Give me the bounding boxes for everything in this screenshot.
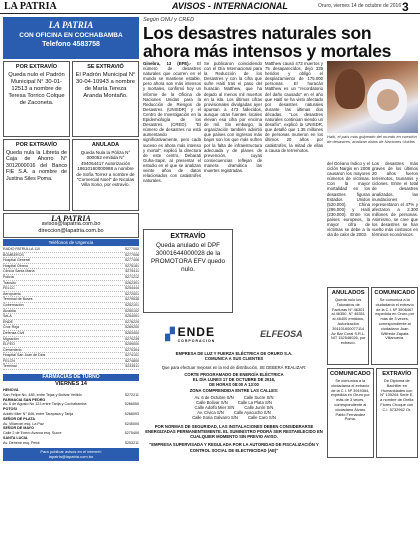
telephone-label: RADIO PATRULLA 110 xyxy=(3,247,40,251)
ende-notice xyxy=(143,317,325,543)
newspaper-name: LA PATRIA xyxy=(4,1,57,12)
pharmacy-address: Av. Villarroel esq. La Paz xyxy=(3,421,44,426)
telephone-number: 5277006 xyxy=(125,252,139,257)
page-header xyxy=(0,0,420,14)
pharmacy-address: Av. Dehene esq. Petot xyxy=(3,440,40,445)
notice-row xyxy=(327,368,418,458)
notice-body: Queda nulo los Talonarios de Facturas N° 46301 al 46350, N° 46351 al 46400 emitidos, Autorización 391101600077114 Av Bar Coral S.R.L. NIT 152548026, por extravío. xyxy=(330,297,366,346)
classified-grid xyxy=(3,61,139,211)
article-photo xyxy=(327,61,418,133)
article-column xyxy=(143,61,201,231)
pharmacy-phone: 5275400 xyxy=(124,431,139,436)
ende-street: Calle Sucre S/N xyxy=(243,395,274,401)
contact-email[interactable]: avisos@lapatria.com.bo xyxy=(41,221,101,227)
online-ads-email[interactable]: lapatria@lapatria.com.bo xyxy=(48,454,94,460)
ende-logo-text: ENDE xyxy=(177,325,215,339)
telephone-label: Cruz Roja xyxy=(3,325,19,330)
telephone-label: Policía xyxy=(3,274,14,279)
elfeosa-logo: ELFEOSA xyxy=(260,329,303,339)
telephone-label: Tránsito xyxy=(3,280,16,285)
right-notices xyxy=(327,287,418,543)
telephone-number: 5277406 xyxy=(125,258,139,263)
telephone-label: Hospital General xyxy=(3,258,30,263)
main-article-area xyxy=(143,17,418,543)
pharmacy-address: Adolfo Mier N° 846, entre Tarapacá y Tarija xyxy=(3,411,74,416)
notice-body: Se comunica a la ciudadanía el extravío de la C.I. Nº 3919364, expedida en Oruro por más de 3 veces, correspondiente al ciudadano Álvaro Pablo Fernández Poma. xyxy=(330,378,370,422)
article-column xyxy=(204,61,262,231)
telephone-label: Defensa Civil xyxy=(3,330,25,335)
telephone-number: 5254001 xyxy=(125,314,139,319)
telephone-label: Gobernación xyxy=(3,302,24,307)
pharmacies-title: FARMACIAS DE TURNO xyxy=(3,374,139,381)
article-text: del Océano Índico y el ciclón Nargis en 2008 causaron los mayores números de víctimas. Con la mayor mortalidad en los desastres figuran Estados Unidos (520.000), China (296.000) y Haití (230.000). Entre los países europeos, la mayor cifra de víctimas se debe a la ola de calor de 2003. xyxy=(327,161,370,238)
pharmacy-phone: 5253211 xyxy=(124,440,139,445)
ende-safety: POR NORMAS DE SEGURIDAD, LAS INSTALACIONES DEBEN CONSIDERARSE ENERGIZADAS PERMANENTEMENTE. EL SUMINISTRO PODRÁ SER RESTABLECIDO EN CUALQUIER MOMENTO SIN PREVIO AVISO. xyxy=(145,423,323,440)
classified-body: Queda Nula la Póliza N° 000052 emitida N° 494064417 Autorización 18610160000988 a nombre de Sofía Torrez a nombre de "Comercial Noel" de Nicolas Villa Sono, por extravío. xyxy=(76,150,135,188)
online-ads-banner xyxy=(3,448,139,461)
telephone-label: Terminal xyxy=(3,364,17,369)
notice-body: Queda anulado el DPF 30001644000028 de la PROMOTORA EFV quedo nulo. xyxy=(150,242,226,273)
telephone-list xyxy=(3,247,139,372)
contact-name: LA PATRIA xyxy=(51,214,91,223)
telephone-number: 5263400 xyxy=(125,330,139,335)
telephone-number: 5279535 xyxy=(125,297,139,302)
telephone-label: Aeropuerto xyxy=(3,291,21,296)
ende-cut-date: EL DÍA LUNES 17 DE OCTUBRE DE 2016, xyxy=(192,377,276,383)
notice-box xyxy=(376,368,418,458)
notice-box xyxy=(327,287,369,365)
ende-street: Calle Caro S/N xyxy=(247,415,276,421)
issue-date: Oruro, viernes 14 de octubre de 2016 xyxy=(318,3,402,9)
pharmacy-phone: 5266050 xyxy=(124,402,139,407)
brand-banner xyxy=(3,17,139,59)
telephone-label: ENDE xyxy=(3,319,13,324)
telephone-number: 5276220 xyxy=(125,319,139,324)
telephone-label: Hospital San Juan de Dios xyxy=(3,353,46,358)
telephone-number: 5233511 xyxy=(125,364,139,369)
ende-street: Calle Soria Galvarro S/N xyxy=(192,415,238,421)
pharmacy-name: HENOVA xyxy=(3,388,19,392)
ende-zone: ZONA COMPRENDIDA ENTRE LAS CALLES: xyxy=(189,387,279,393)
telephone-label: Alcaldía xyxy=(3,308,16,313)
telephone-label: Clínica Santa María xyxy=(3,269,35,274)
pharmacy-address: San Felipe No. 485, entre Tejas y Bolivar Vellido xyxy=(3,392,82,397)
ende-logo xyxy=(165,325,215,343)
notice-title: COMUNICADO xyxy=(374,290,415,296)
telephone-number: 5271212 xyxy=(125,274,139,279)
ende-street-list xyxy=(143,395,325,420)
ende-street: Calle Junín S/N xyxy=(244,405,274,411)
telephone-label: Terminal de Buses xyxy=(3,297,33,302)
notice-body: Se comunica a la ciudadanía el extravío de la C.I. Nº 3506467 expedida en Oruro por más de 3 veces, correspondiente al ciudadano Juan Wilfredo Zapata Villanueva. xyxy=(375,297,415,341)
photo-figure xyxy=(377,89,399,111)
brand-office: CON OFICINA EN COCHABAMBA xyxy=(19,32,123,39)
classified-ad xyxy=(72,61,139,137)
notice-title: EXTRAVÍO xyxy=(382,371,412,377)
telephone-number: 5275181 xyxy=(125,263,139,268)
pharmacy-name: SEÑOR DE PLATA xyxy=(3,416,36,421)
article-column xyxy=(265,61,323,231)
pharmacy-name: SEÑOR DE MAYO xyxy=(3,426,35,431)
article-text: Matthew causó 473 muertos y 75 desaparecidos, dejó 339 heridos y obligó el desplazamiento de 175.000 personas. El huracán Matthew es un "recordatorio del daño causado" en el año que Haití se ha visto afectado por desastres naturales durante las últimas dos décadas. "Los desastres naturales continúan siendo un desafío", explicó la UNISDR, que detalló que 1.35 millones de personas murieron en los últimos 20 años por catástrofes, la mitad de ellas a causa de terremotos. xyxy=(265,61,323,153)
telephone-number: 5275411 xyxy=(125,269,139,274)
telephone-number: 5252101 xyxy=(125,302,139,307)
notice-title: EXTRAVÍO xyxy=(170,233,206,240)
telephone-label: SeLA xyxy=(3,314,12,319)
classified-body: Queda nulo el Padrón Municipal N° 30-01-12513 a nombre de Teresa Torrico Colque de Zaconeta. xyxy=(8,72,65,106)
notice-box xyxy=(327,368,374,458)
telephone-number: 5259000 xyxy=(125,342,139,347)
telephone-label: BOMBEROS xyxy=(3,252,24,257)
pharmacy-address: Av. 6 de Agosto No 123 entre Tarija y Cochabamba xyxy=(3,402,87,407)
telephone-label: FELCN xyxy=(3,358,15,363)
classified-title: ANULADA xyxy=(91,142,120,148)
classified-ad xyxy=(3,139,70,211)
classified-body: El Padrón Municipal N° 30-04-10943 a nombre de María Tereza Aranda Montaño. xyxy=(75,72,136,99)
notice-body: De Diploma de Bachiller en Humanidades con N° 105264 Serie E, a nombre de Orelia Flores Choque con C.I. 5732962 Or. xyxy=(380,378,414,412)
pharmacy-phone: 5272211 xyxy=(124,392,139,397)
classified-ad xyxy=(3,61,70,137)
ende-street: Calle Bolivar S/N xyxy=(196,400,228,406)
photo-figure xyxy=(335,69,365,109)
ende-logo-subtext: CORPORACION xyxy=(177,339,216,343)
extravio-notice xyxy=(143,229,233,313)
notice-box xyxy=(371,287,418,365)
online-ads-text: Para publicar avisos en el internet: xyxy=(40,449,102,455)
notice-title: COMUNICADO xyxy=(330,371,371,377)
ende-street: Calle La Plata S/N xyxy=(237,400,272,406)
article-kicker: Según ONU y CRED xyxy=(143,17,195,23)
pharmacy-name: SANTA LUCIA xyxy=(3,435,28,440)
brand-name: LA PATRIA xyxy=(48,20,94,30)
section-title: AVISOS - INTERNACIONAL xyxy=(172,1,288,11)
article-dateline: Ginebra, 13 (EFE).- xyxy=(143,61,192,66)
pharmacies-day: VIERNES 14 xyxy=(55,381,87,387)
contact-box xyxy=(3,213,139,238)
ende-intro: Que para efectuar mejoras en la red de distribución, SE DEBERÁ REALIZAR: xyxy=(161,364,307,370)
pharmacy-address: Calle 2 de Enero Avaroa esq. Sucre xyxy=(3,431,62,436)
ende-logo-mark-icon: ▞ xyxy=(165,327,176,341)
ende-street-row xyxy=(143,415,325,420)
telephone-label: FELCC xyxy=(3,286,15,291)
pharmacy-list xyxy=(3,388,139,446)
classified-title: SE EXTRAVIÓ xyxy=(87,64,124,70)
telephone-row xyxy=(3,364,139,370)
pharmacy-phone: 5268093 xyxy=(124,411,139,416)
telephone-number: 5262301 xyxy=(125,280,139,285)
article-text: El número de desastres naturales que ocurren en el mundo se mantiene estable, pero ahora son más intensos y mortales, confirmó hoy un informe de la Oficina de Naciones Unidas para la Reducción de Riesgos de Desastres (UNISDR) y el Centro de Investigación en la Epidemiología de los Desastres (CRED). "El número de desastres no está aumentando significativamente, pero cada suceso es ahora más intenso y mortal", explicó la directora de este centro, Debarati Guha-Sapir, al presentar el estudio en el que se analizan veinte años de datos relacionados con catástrofes naturales. xyxy=(143,61,201,184)
classified-body: Queda nula la Libreta de Caja de Ahorro N° 3012000016 del Banco FIE S.A. a nombre de Justina Siles Poma. xyxy=(6,150,67,182)
telephone-number: 5269200 xyxy=(125,325,139,330)
telephone-number: 5270239 xyxy=(125,336,139,341)
telephone-number: 5274800 xyxy=(125,358,139,363)
article-text: Se publicaron coincidiendo con el Día Internacional para la Reducción de los Desastres y con la cifra que sufre Haití tras el paso del huracán Matthew, que ha dejado al menos mil muertos en la isla. Los últimos cifras provisionales divulgadas ayer apuntan a 473 fallecidos, aunque otras fuentes locales elevan esa cifra por encima de mil. Sin embargo, la organización también advirtió que países con ingresos más bajos son los que más sufren por la falta de infraestructura adecuada y de planes de prevención, cuyas consecuencias reflejan de manera dramática las muertes registradas. xyxy=(204,61,262,173)
classified-title: POR EXTRAVÍO xyxy=(15,142,58,148)
telephone-number: 5274101 xyxy=(125,353,139,358)
telephones-title: Teléfonos de Urgencia xyxy=(3,239,139,246)
ende-cut-title: CORTE PROGRAMADO DE ENERGÍA ELÉCTRICA xyxy=(184,371,284,377)
ende-audience: COMUNICA A SUS CLIENTES xyxy=(204,356,264,362)
ende-logos xyxy=(143,317,325,351)
telephone-number: 5254444 xyxy=(125,286,139,291)
telephone-label: Migración xyxy=(3,336,19,341)
ende-cut-hours: DE HORAS 08:00 A 13:00 xyxy=(209,382,259,388)
pharmacy-name: POTOSI xyxy=(3,407,17,412)
notice-row xyxy=(327,287,418,365)
article-headline: Los desastres naturales son ahora más intensos y mortales xyxy=(143,23,392,61)
ende-street: Calle Ayacucho S/N xyxy=(233,410,271,416)
telephone-number: 5277000 xyxy=(125,247,139,251)
ende-street: Av. Cívica S/N xyxy=(197,410,224,416)
ende-street: Calle Adolfo Mier S/N xyxy=(194,405,235,411)
article-text: Los desastres más graves de los últimos 20 años fueron terremotos, tsunamis y ciclones. Entre el total de desastres analizados, las inundaciones representaron el 47% y afectaron a 2.300 millones de personas. Asimismo, se cree que los desastres se han vuelto más costosos en términos económicos. xyxy=(372,161,418,238)
ende-regulator: "EMPRESA SUPERVISADA Y REGULADA POR LA AUTORIDAD DE FISCALIZACIÓN Y CONTROL SOCIAL DE ELECTRICIDAD (AE)" xyxy=(149,442,319,453)
telephone-number: 5250102 xyxy=(125,308,139,313)
classified-ad xyxy=(72,139,139,211)
notice-title: ANULADOS xyxy=(331,290,365,296)
page-number: 3 xyxy=(402,0,409,14)
telephone-number: 5270304 xyxy=(125,347,139,352)
telephone-label: Cementerio xyxy=(3,347,22,352)
classified-title: POR EXTRAVÍO xyxy=(15,64,58,70)
telephone-number: 5272001 xyxy=(125,291,139,296)
ende-company: EMPRESA DE LUZ Y FUERZA ELÉCTRICA DE ORURO S.A. xyxy=(175,351,293,356)
classifieds-column xyxy=(3,17,139,543)
photo-caption: Haití, el país más golpeado del mundo en cuestión de desastres, analizan datos de Naciones Unidas xyxy=(327,134,417,144)
telephone-label: Hospital Obrero xyxy=(3,263,29,268)
ende-street: Av. 6 de Octubre S/N xyxy=(194,395,234,401)
pharmacy-phone: 5245000 xyxy=(124,421,139,426)
contact-email[interactable]: direccion@lapatria.com.bo xyxy=(38,228,104,234)
pharmacy-name: FARMACIA SAN PEDRO xyxy=(3,397,46,402)
brand-phone: Telefono 4583758 xyxy=(42,41,100,48)
pharmacy-row xyxy=(3,441,139,446)
telephone-label: ELFEO xyxy=(3,342,15,347)
